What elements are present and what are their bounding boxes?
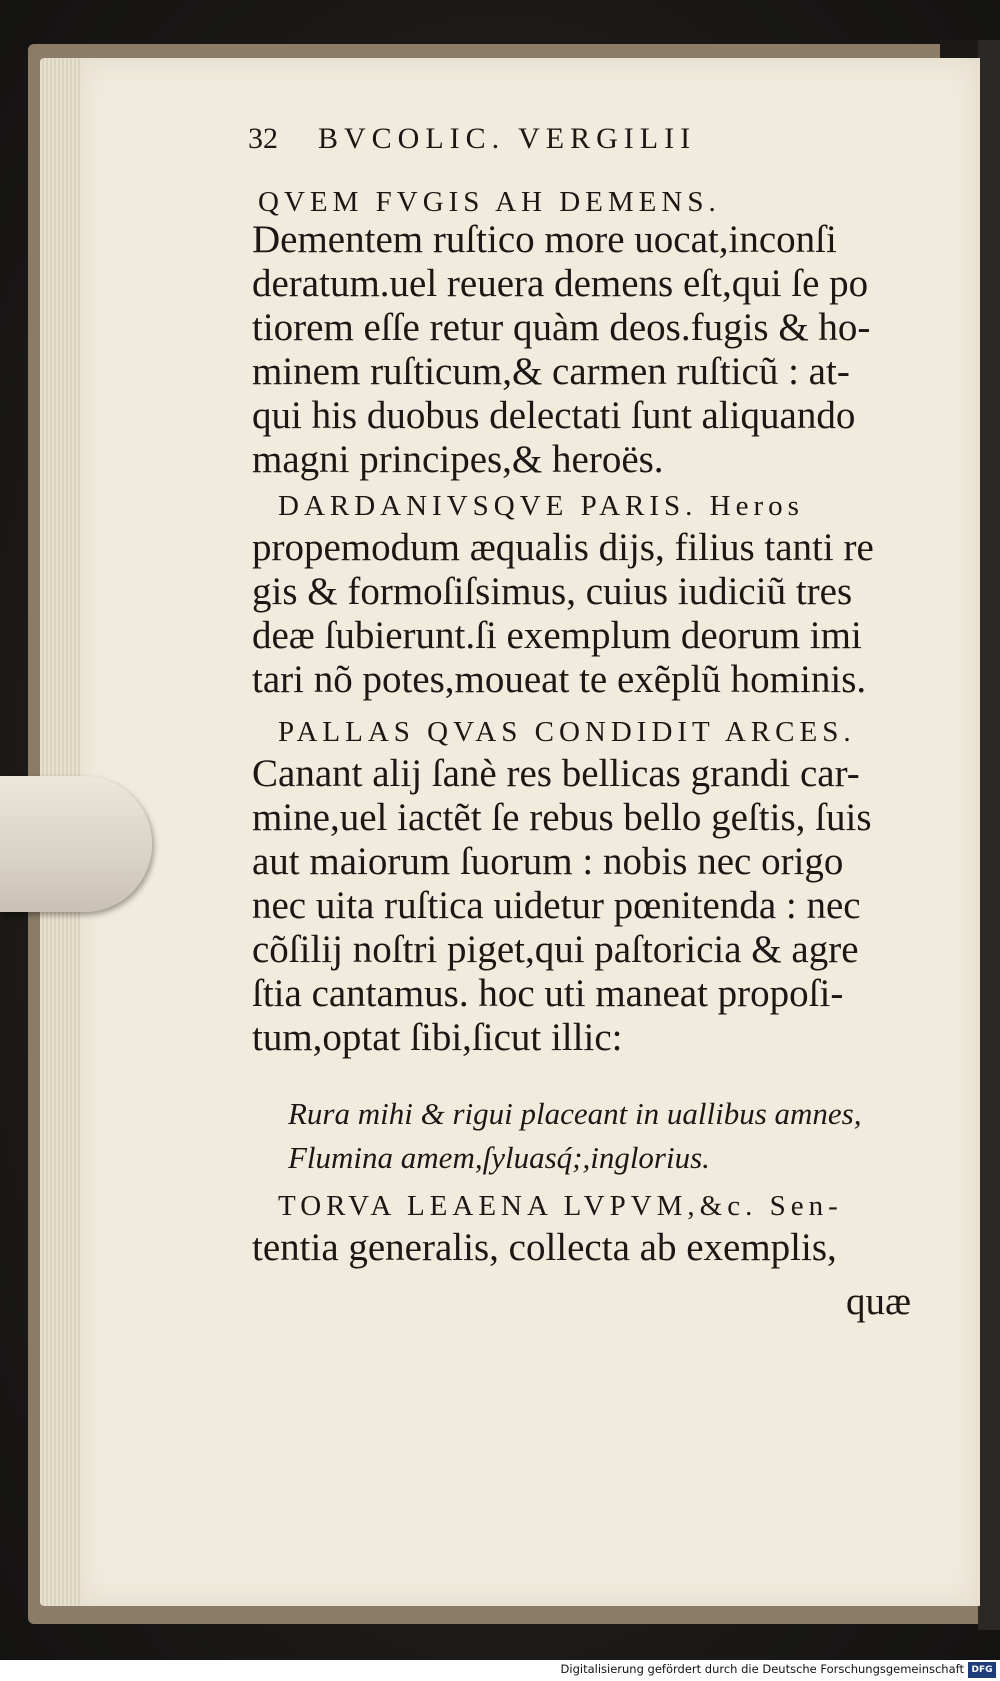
verse-quote-line: Rura mihi & rigui placeant in uallibus amnes, bbox=[288, 1096, 862, 1131]
running-title: BVCOLIC. VERGILII bbox=[318, 122, 697, 155]
text-line: cõſilij noſtri piget,qui paſtoricia & agre bbox=[252, 928, 859, 971]
lemma-heading: DARDANIVSQVE PARIS. Heros bbox=[278, 490, 804, 522]
running-header bbox=[248, 122, 848, 162]
text-line: ſtia cantamus. hoc uti maneat propoſi- bbox=[252, 972, 844, 1015]
lemma-heading: PALLAS QVAS CONDIDIT ARCES. bbox=[278, 716, 856, 748]
digitization-credit: Digitalisierung gefördert durch die Deutsche Forschungsgemeinschaft bbox=[560, 1662, 964, 1676]
book-clasp bbox=[0, 776, 152, 912]
page-number: 32 bbox=[248, 122, 278, 155]
dfg-logo: DFG bbox=[968, 1662, 996, 1678]
text-line: gis & formoſiſsimus, cuius iudiciũ tres bbox=[252, 570, 853, 613]
text-line: mine,uel iactẽt ſe rebus bello geſtis, ſuis bbox=[252, 796, 872, 839]
text-line: tiorem eſſe retur quàm deos.fugis & ho- bbox=[252, 306, 871, 349]
verse-quote-line: Flumina amem,ſyluasq́;,inglorius. bbox=[288, 1140, 710, 1175]
lemma-heading: QVEM FVGIS AH DEMENS. bbox=[258, 186, 721, 218]
book-binding bbox=[978, 40, 1000, 1630]
text-line: deratum.uel reuera demens eſt,qui ſe po bbox=[252, 262, 869, 305]
text-line: propemodum æqualis dijs, filius tanti re bbox=[252, 526, 874, 569]
text-line: qui his duobus delectati ſunt aliquando bbox=[252, 394, 856, 437]
text-line: tum,optat ſibi,ſicut illic: bbox=[252, 1016, 623, 1059]
text-line: aut maiorum ſuorum : nobis nec origo bbox=[252, 840, 844, 883]
text-line: minem ruſticum,& carmen ruſticũ : at- bbox=[252, 350, 850, 393]
text-line: magni principes,& heroës. bbox=[252, 438, 664, 481]
text-line: tentia generalis, collecta ab exemplis, bbox=[252, 1226, 837, 1269]
catchword: quæ bbox=[846, 1280, 912, 1323]
lemma-heading: TORVA LEAENA LVPVM,&c. Sen- bbox=[278, 1190, 843, 1222]
text-line: tari nõ potes,moueat te exẽplũ hominis. bbox=[252, 658, 867, 701]
text-line: Canant alij ſanè res bellicas grandi car- bbox=[252, 752, 860, 795]
text-line: Dementem ruſtico more uocat,inconſi bbox=[252, 218, 837, 261]
text-line: nec uita ruſtica uidetur pœnitenda : nec bbox=[252, 884, 861, 927]
text-line: deæ ſubierunt.ſi exemplum deorum imi bbox=[252, 614, 862, 657]
